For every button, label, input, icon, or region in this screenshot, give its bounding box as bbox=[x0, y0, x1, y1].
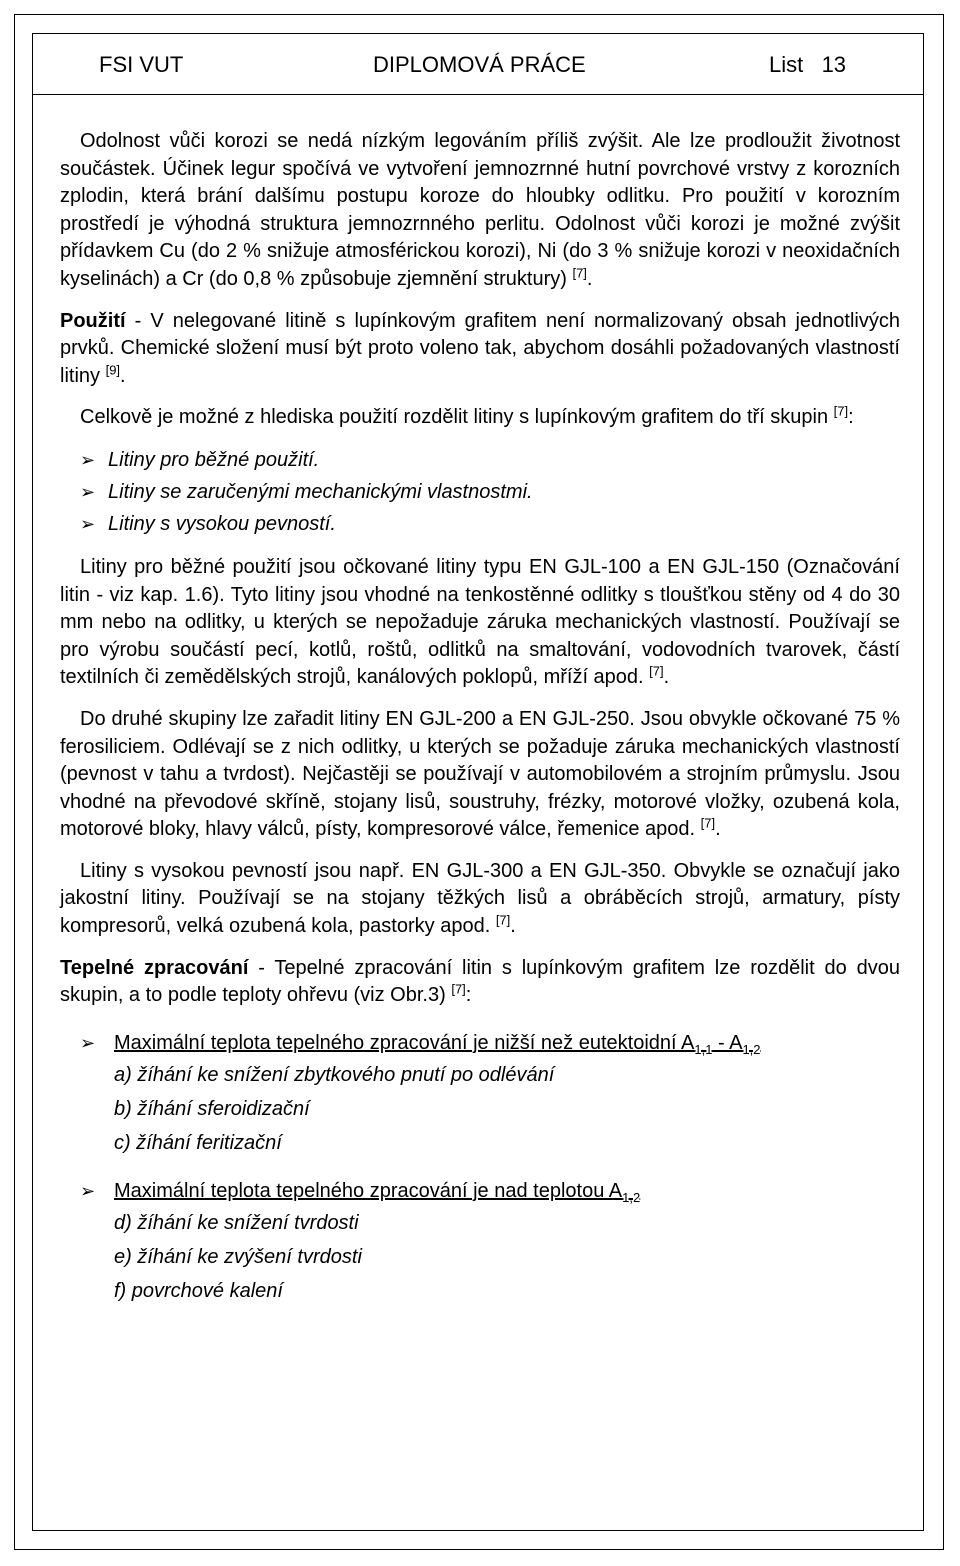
list-item: ➢ Litiny pro běžné použití. bbox=[60, 444, 900, 476]
citation: [9] bbox=[105, 362, 121, 378]
header-page-number: List 13 bbox=[769, 52, 847, 77]
citation: [7] bbox=[649, 663, 664, 679]
paragraph-group1: Litiny pro běžné použití jsou očkované litiny typu EN GJL-100 a EN GJL-150 (Označování litin - viz kap. 1.6). Tyto litiny jsou vhodné na tenkostěnné odlitky s tloušťkou stěny od 4 do 30 mm nebo na odlitky, u kterých se nepožaduje záruka mechanických vlastností. Používají se pro výrobu součástí pecí, kotlů, roštů, odlitků na smaltování, vodovodních tvarovek, částí textilních či zemědělských strojů, kanálových poklopů, mříží apod. [7]. bbox=[60, 555, 900, 689]
heat-group-1-heading: ➢ Maximální teplota tepelného zpracování je nižší než eutektoidní $A_{1,1} - A_{1,2}$ bbox=[60, 1028, 900, 1058]
page-content bbox=[60, 128, 900, 1308]
arrow-bullet-icon: ➢ bbox=[80, 1180, 96, 1201]
citation: [7] bbox=[451, 981, 466, 997]
term-bold: Tepelné zpracování bbox=[60, 956, 249, 979]
arrow-bullet-icon: ➢ bbox=[80, 481, 96, 502]
paragraph-group3: Litiny s vysokou pevností jsou např. EN GJL-300 a EN GJL-350. Obvykle se označují jako jakostní litiny. Používají se na stojany těžkých lisů a obráběcích strojů, armatury, písty kompresorů, velká ozubená kola, pastorky apod. [7]. bbox=[60, 859, 900, 938]
term-bold: Použití bbox=[60, 309, 126, 332]
heat-group-2-heading: ➢ Maximální teplota tepelného zpracování je nad teplotou $A_{1,2}$ bbox=[60, 1176, 900, 1206]
list-item: a) žíhání ke snížení zbytkového pnutí po odlévání bbox=[114, 1063, 555, 1086]
groups-list bbox=[60, 444, 900, 540]
list-item: ➢ Litiny se zaručenými mechanickými vlastnostmi. bbox=[60, 476, 900, 508]
list-item: b) žíhání sferoidizační bbox=[114, 1097, 310, 1120]
paragraph-group2: Do druhé skupiny lze zařadit litiny EN GJL-200 a EN GJL-250. Jsou obvykle očkované 75 % ferosiliciem. Odlévají se z nich odlitky, u kterých se požaduje záruka mechanických vlastností (pevnost v tahu a tvrdost). Nejčastěji se používají v automobilovém a strojním průmyslu. Jsou vhodné na převodové skříně, stojany lisů, soustruhy, frézky, motorové vložky, ozubená kola, motorové bloky, hlavy válců, písty, kompresorové válce, řemenice apod. [7]. bbox=[60, 707, 900, 841]
paragraph-heat-treatment: Tepelné zpracování - Tepelné zpracování litin s lupínkovým grafitem lze rozdělit do dvou skupin, a to podle teploty ohřevu (viz Obr.3) [7]: bbox=[60, 956, 900, 1007]
list-item: ➢ Litiny s vysokou pevností. bbox=[60, 508, 900, 540]
list-item: c) žíhání feritizační bbox=[114, 1131, 282, 1154]
citation: [7] bbox=[833, 403, 849, 419]
list-item: e) žíhání ke zvýšení tvrdosti bbox=[114, 1245, 362, 1268]
paragraph-groups-intro: Celkově je možné z hlediska použití rozdělit litiny s lupínkovým grafitem do tří skupin [7]: bbox=[80, 403, 854, 429]
citation: [7] bbox=[572, 265, 587, 281]
list-item: f) povrchové kalení bbox=[114, 1279, 283, 1302]
citation: [7] bbox=[700, 815, 716, 831]
paragraph-usage: Použití - V nelegované litině s lupínkovým grafitem není normalizovaný obsah jednotlivých prvků. Chemické složení musí být proto voleno tak, abychom dosáhli požadovaných vlastností litiny [9]. bbox=[60, 309, 900, 387]
header-title: DIPLOMOVÁ PRÁCE bbox=[373, 52, 586, 77]
paragraph-corrosion: Odolnost vůči korozi se nedá nízkým legováním příliš zvýšit. Ale lze prodloužit životnost součástek. Účinek legur spočívá ve vytvoření jemnozrnné hutní povrchové vrstvy z korozních zplodin, která brání dalšímu postupu koroze do hloubky odlitku. Pro použití v korozním prostředí je výhodná struktura jemnozrnného perlitu. Odolnost vůči korozi je možné zvýšit přídavkem Cu (do 2 % snižuje atmosférickou korozi), Ni (do 3 % snižuje korozi v neoxidačních kyselinách) a Cr (do 0,8 % způsobuje zjemnění struktury) [7]. bbox=[60, 130, 900, 290]
arrow-bullet-icon: ➢ bbox=[80, 1032, 96, 1053]
list-item: d) žíhání ke snížení tvrdosti bbox=[114, 1211, 359, 1234]
page-header bbox=[32, 33, 924, 95]
citation: [7] bbox=[495, 912, 511, 928]
arrow-bullet-icon: ➢ bbox=[80, 513, 96, 534]
header-institution: FSI VUT bbox=[99, 52, 184, 77]
arrow-bullet-icon: ➢ bbox=[80, 449, 96, 470]
heat-group-2-list bbox=[60, 1206, 900, 1308]
heat-group-1-list bbox=[60, 1058, 900, 1160]
